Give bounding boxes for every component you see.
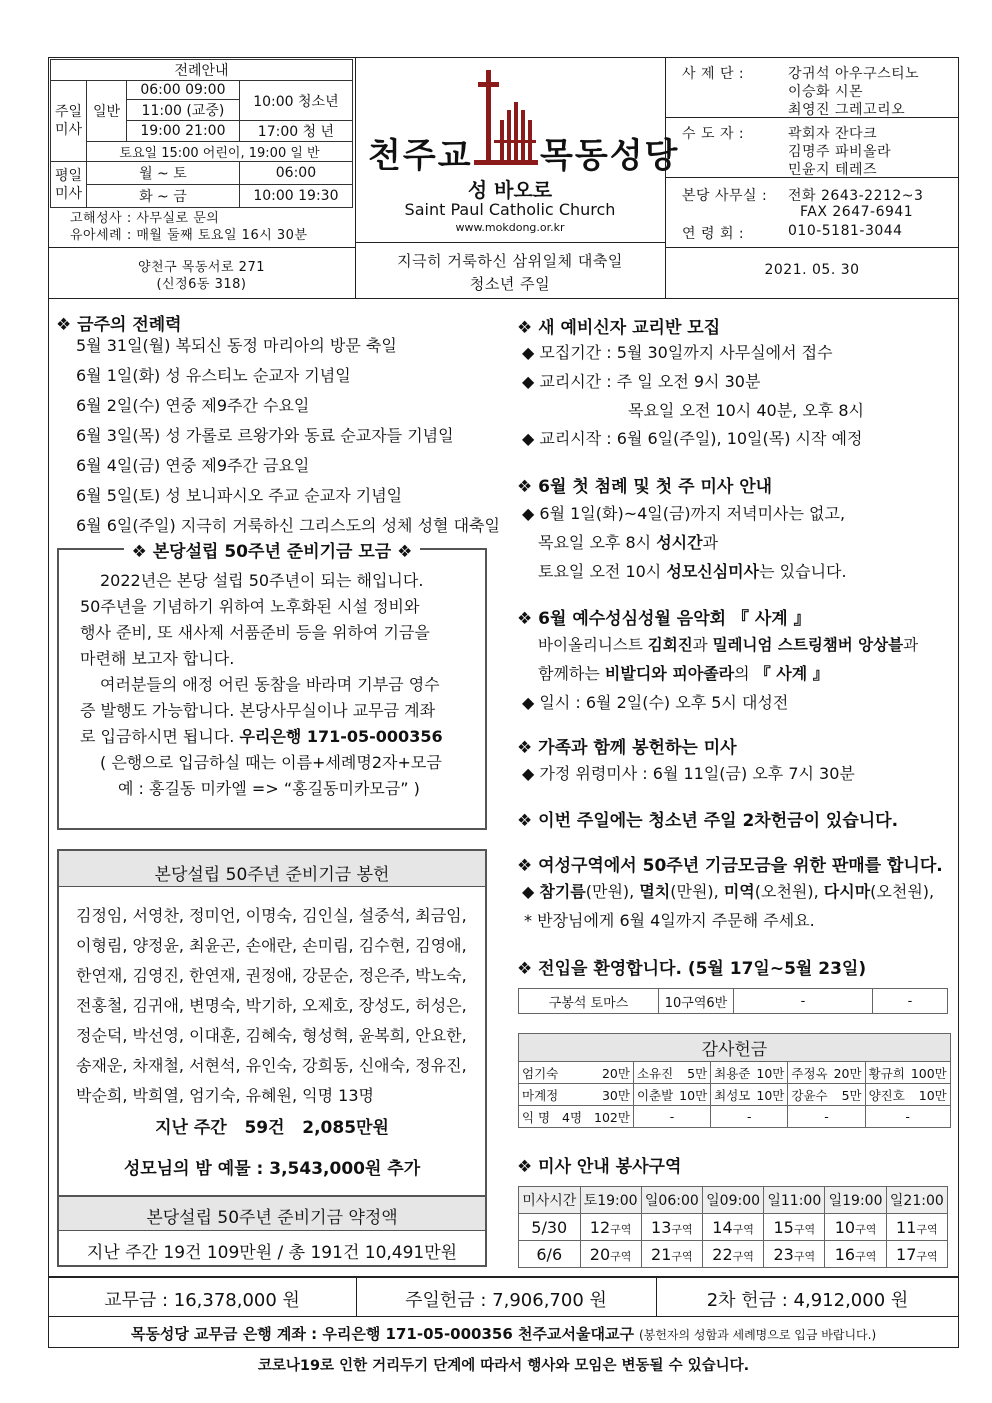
website[interactable]: www.mokdong.or.kr: [455, 221, 565, 234]
liturgy-item: 6월 1일(화) 성 유스티노 순교자 기념일: [76, 366, 351, 385]
service-date: 5/30: [519, 1214, 581, 1241]
general-time-3: 19:00 21:00: [127, 121, 240, 142]
fund-line: 로 입금하시면 됩니다.: [80, 727, 240, 746]
concert-title: ❖ 6월 예수성심성월 음악회 『 사계 』: [517, 609, 811, 629]
service-cell: 23구역: [764, 1241, 825, 1268]
service-header: 일09:00: [702, 1187, 763, 1214]
church-logo-icon: [474, 70, 538, 166]
first-friday-title: ❖ 6월 첫 첨례 및 첫 주 미사 안내: [517, 477, 773, 497]
thanks-empty: -: [633, 1106, 710, 1128]
family-mass-title: ❖ 가족과 함께 봉헌하는 미사: [517, 738, 737, 758]
service-cell: 17구역: [886, 1241, 947, 1268]
catechumen-start: ◆ 교리시작 : 6월 6일(주일), 10일(목) 시작 예정: [522, 429, 863, 448]
service-header: 일11:00: [764, 1187, 825, 1214]
office-fax: FAX 2647-6941: [800, 204, 914, 220]
thanks-amount: 10만: [753, 1062, 787, 1084]
pledge-title: 본당설립 50주년 준비기금 약정액: [146, 1208, 398, 1228]
nun-3: 민윤지 테레즈: [788, 162, 878, 178]
thanks-amount: 10만: [908, 1084, 950, 1106]
catechumen-period: ◆ 모집기간 : 5월 30일까지 사무실에서 접수: [522, 343, 833, 362]
thanks-title: 감사헌금: [519, 1034, 951, 1062]
service-cell: 20구역: [580, 1241, 641, 1268]
thanks-empty: -: [865, 1106, 950, 1128]
thanks-name: 엄기숙: [519, 1062, 583, 1084]
liturgy-item: 6월 6일(주일) 지극히 거룩하신 그리스도의 성체 성혈 대축일: [76, 516, 500, 535]
thanks-empty: -: [711, 1106, 788, 1128]
nuns-label: 수 도 자 :: [682, 126, 745, 142]
service-title: ❖ 미사 안내 봉사구역: [517, 1157, 682, 1177]
service-cell: 15구역: [764, 1214, 825, 1241]
welcome-table: [518, 988, 948, 1014]
liturgy-list: [76, 331, 500, 541]
catechumen-time-2: 목요일 오전 10시 40분, 오후 8시: [628, 401, 864, 420]
church-name-right: 목동성당: [540, 136, 680, 176]
address-line-2: (신정6동 318): [156, 277, 247, 292]
first-friday-line-1: ◆ 6월 1일(화)~4일(금)까지 저녁미사는 없고,: [522, 504, 846, 523]
weekday-mass-label: 평일미사: [51, 162, 87, 208]
service-cell: 21구역: [641, 1241, 702, 1268]
thanks-amount: 30만: [582, 1084, 633, 1106]
young-adult-time: 17:00 청 년: [239, 121, 352, 142]
contact-phone: 010-5181-3044: [788, 223, 903, 239]
tue-fri-time: 10:00 19:30: [239, 185, 352, 208]
donor-line: 이형림, 양정윤, 최윤곤, 손애란, 손미림, 김수현, 김영애,: [76, 936, 467, 955]
concert-date: ◆ 일시 : 6월 2일(수) 오후 5시 대성전: [522, 693, 789, 712]
liturgy-item: 5월 31일(월) 복되신 동정 마리아의 방문 축일: [76, 336, 397, 355]
patron-name: 성 바오로: [467, 178, 553, 202]
first-friday-line-3: 토요일 오전 10시 성모신심미사는 있습니다.: [538, 562, 847, 581]
thanks-name: 최용준: [711, 1062, 754, 1084]
address-line-1: 양천구 목동서로 271: [138, 260, 265, 275]
thanks-name: 황규희: [865, 1062, 908, 1084]
thanks-name: 마계정: [519, 1084, 583, 1106]
second-collection-total: 2차 헌금 : 4,912,000 원: [706, 1290, 909, 1311]
donor-line: 전홍철, 김귀애, 변명숙, 박기하, 오제호, 장성도, 허성은,: [76, 996, 467, 1015]
pledge-total: 지난 주간 19건 109만원 / 총 191건 10,491만원: [86, 1243, 458, 1263]
fund-line: 여러분들의 애정 어린 동참을 바라며 기부금 영수: [100, 675, 440, 694]
first-friday-line-2: 목요일 오후 8시 성시간과: [538, 533, 719, 552]
mon-sat-label: 월 ~ 토: [87, 162, 240, 185]
welcome-empty: -: [734, 989, 873, 1014]
liturgy-item: 6월 3일(목) 성 가롤로 르왕가와 동료 순교자들 기념일: [76, 426, 454, 445]
service-cell: 12구역: [580, 1214, 641, 1241]
tithe-total: 교무금 : 16,378,000 원: [104, 1290, 300, 1311]
donor-line: 송재운, 차재철, 서현석, 유인숙, 강희동, 신애숙, 정유진,: [76, 1056, 467, 1075]
donors-list: [76, 901, 467, 1111]
service-header: 일21:00: [886, 1187, 947, 1214]
donors-title: 본당설립 50주년 준비기금 봉헌: [154, 865, 390, 885]
catechumen-title: ❖ 새 예비신자 교리반 모집: [517, 318, 721, 338]
bulletin-date: 2021. 05. 30: [764, 262, 860, 278]
mass-schedule-table: [50, 59, 353, 208]
welcome-empty: -: [873, 989, 948, 1014]
liturgy-item: 6월 5일(토) 성 보니파시오 주교 순교자 기념일: [76, 486, 403, 505]
fund-line: 2022년은 본당 설립 50주년이 되는 해입니다.: [100, 571, 424, 590]
thanks-amount: 20만: [831, 1062, 865, 1084]
thanks-name: 최성모: [711, 1084, 754, 1106]
liturgy-item: 6월 4일(금) 연중 제9주간 금요일: [76, 456, 310, 475]
feast-line-2: 청소년 주일: [469, 275, 551, 293]
bank-account: 목동성당 교무금 은행 계좌 : 우리은행 171-05-000356 천주교서울대교구: [130, 1325, 634, 1343]
thanks-name: 주정옥: [788, 1062, 831, 1084]
covid-notice: 코로나19로 인한 거리두기 단계에 따라서 행사와 모임은 변동될 수 있습니다.: [257, 1358, 750, 1374]
english-name: Saint Paul Catholic Church: [404, 200, 616, 219]
general-label: 일반: [87, 81, 127, 142]
service-cell: 14구역: [702, 1214, 763, 1241]
bank-note: (봉헌자의 성함과 세례명으로 입금 바랍니다.): [639, 1328, 877, 1342]
welcome-district: 10구역6반: [659, 989, 734, 1014]
thanks-name: 이춘발: [633, 1084, 676, 1106]
liturgy-item: 6월 2일(수) 연중 제9주간 수요일: [76, 396, 310, 415]
infant-baptism-note: 유아세례 : 매월 둘째 토요일 16시 30분: [70, 228, 308, 243]
mon-sat-time: 06:00: [239, 162, 352, 185]
fund-line: 증 발행도 가능합니다. 본당사무실이나 교무금 계좌: [80, 701, 436, 720]
nun-2: 김명주 파비올라: [788, 144, 892, 160]
thanks-name: 양진호: [865, 1084, 908, 1106]
thanks-name: 강윤수: [788, 1084, 831, 1106]
concert-line-1: 바이올리니스트 김회진과 밀레니엄 스트링챔버 앙상블과: [538, 636, 919, 654]
fund-line: 50주년을 기념하기 위하여 노후화된 시설 정비와: [80, 597, 420, 616]
service-header: 일19:00: [825, 1187, 886, 1214]
donor-line: 정순덕, 박선영, 이대훈, 김혜숙, 형성혁, 윤복희, 안요한,: [76, 1026, 467, 1045]
welcome-name: 구봉석 토마스: [519, 989, 659, 1014]
thanks-amount: 5만: [676, 1062, 710, 1084]
thanks-table: [518, 1033, 951, 1128]
sunday-collection-total: 주일헌금 : 7,906,700 원: [405, 1290, 607, 1311]
fund-note-2: 예 : 홍길동 미카엘 => “홍길동미카모금” ): [118, 779, 420, 798]
church-name-left: 천주교: [368, 136, 473, 176]
welcome-title: ❖ 전입을 환영합니다. (5월 17일~5월 23일): [517, 959, 867, 979]
service-header: 미사시간: [519, 1187, 581, 1214]
catechumen-time-1: ◆ 교리시간 : 주 일 오전 9시 30분: [522, 372, 761, 391]
service-cell: 22구역: [702, 1241, 763, 1268]
donors-week-total: 지난 주간 59건 2,085만원: [155, 1118, 389, 1138]
tue-fri-label: 화 ~ 금: [87, 185, 240, 208]
sunday-mass-label: 주일미사: [51, 81, 87, 162]
contact-label: 연 령 회 :: [682, 226, 745, 242]
feast-line-1: 지극히 거룩하신 삼위일체 대축일: [397, 252, 623, 270]
priest-1: 강귀석 아우구스티노: [788, 66, 920, 82]
nun-1: 곽회자 잔다크: [788, 126, 878, 142]
service-header: 토19:00: [580, 1187, 641, 1214]
fund-note-1: ( 은행으로 입금하실 때는 이름+세례명2자+모금: [100, 753, 442, 772]
donor-line: 김정임, 서영찬, 정미언, 이명숙, 김인실, 설중석, 최금임,: [76, 906, 467, 925]
thanks-name: 소유진: [633, 1062, 676, 1084]
sale-items: ◆ 참기름(만원), 멸치(만원), 미역(오천원), 다시마(오천원),: [522, 882, 935, 901]
sale-note: * 반장님에게 6월 4일까지 주문해 주세요.: [524, 911, 815, 930]
donor-line: 박순희, 박희열, 엄기숙, 유혜원, 익명 13명: [76, 1086, 374, 1105]
confession-note: 고해성사 : 사무실로 문의: [70, 211, 220, 226]
service-cell: 13구역: [641, 1214, 702, 1241]
service-cell: 10구역: [825, 1214, 886, 1241]
concert-line-2: 함께하는 비발디와 피아졸라의 『 사계 』: [538, 664, 829, 683]
service-date: 6/6: [519, 1241, 581, 1268]
fund-account: 우리은행 171-05-000356: [239, 727, 443, 746]
priest-3: 최영진 그레고리오: [788, 102, 906, 118]
fund-line: 행사 준비, 또 새사제 서품준비 등을 위하여 기금을: [80, 623, 430, 642]
service-cell: 11구역: [886, 1214, 947, 1241]
youth-time: 10:00 청소년: [239, 81, 352, 121]
service-cell: 16구역: [825, 1241, 886, 1268]
fund-title: ❖ 본당설립 50주년 준비기금 모금 ❖: [124, 542, 421, 562]
night-offering: 성모님의 밤 예물 : 3,543,000원 추가: [123, 1159, 421, 1179]
thanks-amount: 100만: [908, 1062, 950, 1084]
thanks-empty: -: [788, 1106, 865, 1128]
service-header: 일06:00: [641, 1187, 702, 1214]
thanks-amount: 5만: [831, 1084, 865, 1106]
fund-line: 마련해 보고자 합니다.: [80, 649, 235, 668]
thanks-anonymous: 익 명 4명 102만: [519, 1106, 634, 1128]
second-collection-notice: ❖ 이번 주일에는 청소년 주일 2차헌금이 있습니다.: [517, 811, 899, 831]
priests-label: 사 제 단 :: [682, 66, 745, 82]
donor-line: 한연재, 김영진, 한연재, 권정애, 강문순, 정은주, 박노숙,: [76, 966, 467, 985]
service-table: [518, 1186, 948, 1268]
fund-body: [80, 568, 480, 802]
saturday-note: 토요일 15:00 어린이, 19:00 일 반: [87, 142, 353, 162]
thanks-amount: 10만: [676, 1084, 710, 1106]
family-mass-line: ◆ 가정 위령미사 : 6월 11일(금) 오후 7시 30분: [522, 764, 855, 783]
priest-2: 이승화 시몬: [788, 84, 864, 100]
mass-guide-title: 전례안내: [51, 60, 353, 81]
thanks-amount: 20만: [582, 1062, 633, 1084]
thanks-amount: 10만: [753, 1084, 787, 1106]
general-time-2: 11:00 (교중): [127, 100, 240, 121]
sale-title: ❖ 여성구역에서 50주년 기금모금을 위한 판매를 합니다.: [517, 856, 943, 876]
general-time-1: 06:00 09:00: [127, 81, 240, 100]
office-label: 본당 사무실 :: [682, 188, 768, 204]
office-phone: 전화 2643-2212~3: [788, 188, 924, 204]
liturgy-title: ❖ 금주의 전례력: [56, 315, 182, 335]
